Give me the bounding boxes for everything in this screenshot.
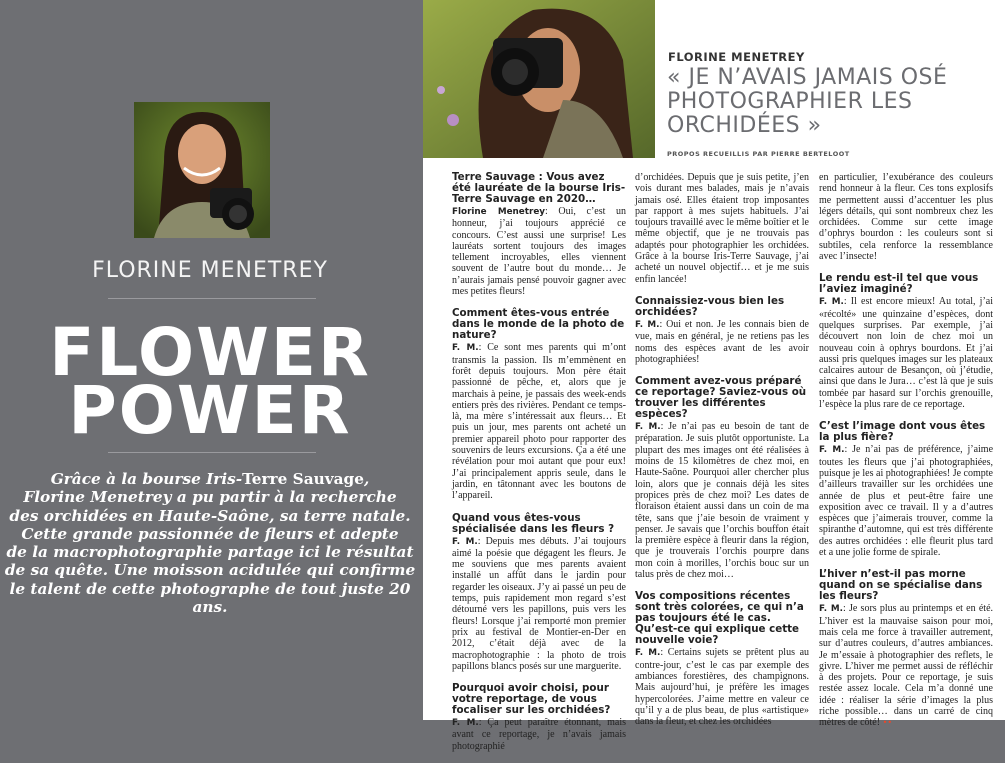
speaker-label: F. M. <box>452 536 478 547</box>
answer-paragraph: F. M.: Je sors plus au printemps et en été. L’hiver est la mauvaise saison pour moi, mais cela me force à travailler autrement, sur d’autres couleurs, d’autres ambiances. Je m’essaie à photographier des reflets, le givre. L’hiver me permet aussi de réfléchir à des projets. Pour ce reportage, je suis restée assez locale. Cela m’a donné une idée : réaliser la série d’images la plus riche possible… dans un carré de cinq mètres de côté! •• <box>819 603 994 729</box>
speaker-label: F. M. <box>819 604 843 615</box>
question-heading: Comment êtes-vous entrée dans le monde de la photo de nature? <box>452 307 625 342</box>
intro-text <box>0 470 420 616</box>
interview-title-quote: « JE N’AVAIS JAMAIS OSÉ PHOTOGRAPHIER LES ORCHIDÉES » <box>667 65 948 138</box>
question-heading: L’hiver n’est-il pas morne quand on se spécialise dans les fleurs? <box>819 568 983 603</box>
column-3 <box>819 172 993 740</box>
portrait-photo <box>134 102 270 238</box>
intro-part-3: , Florine Menetrey a pu partir à la recherche des orchidées en Haute-Saône, sa terre natale. Cette grande passionnée de fleurs et adepte de la macrophotographie partage ici le résultat de sa quête. Une moisson acidulée qui confirme le talent de cette photographe de tout juste 20 ans. <box>4 470 416 617</box>
speaker-label: F. M. <box>452 718 479 729</box>
question-heading: Connaissiez-vous bien les orchidées? <box>635 294 785 318</box>
intro-magazine-name: Terre Sauvage <box>242 470 364 488</box>
answer-paragraph: F. M.: Il est encore mieux! Au total, j’ai «récolté» une quinzaine d’espèces, dont quelques surprises. Par exemple, j’ai découvert non loin de chez moi un nouveau coin à ophrys bourdons. Et j’ai aussi pris quelques images sur les plateaux calcaires autour de Besançon, où j’étudie, ainsi que dans le Jura… c’est là que je suis tombée par hasard sur l’orchis grenouille, l’espèce la plus rare de ce reportage. <box>819 296 994 411</box>
answer-paragraph: F. M.: Je n’ai pas de préférence, j’aime toutes les fleurs que j’ai photographiées, puisque je les ai photographiées! Je compte d’ailleurs travailler sur les orchidées une année de plus et peut-être faire une exposition avec ce travail. Il y a d’autres espèces que j’aimerais trouver, comme la spiranthe d’automne, qui est très différente des autres orchidées : elle fleurit plus tard et a une jolie forme de spirale. <box>819 444 994 559</box>
photographer-name: FLORINE MENETREY <box>92 258 328 283</box>
answer-paragraph: F. M.: Ce sont mes parents qui m’ont transmis la passion. Ils m’emmènent en forêt depuis toujours. Mon père était passionné de pêche, et, alors que je marchais à peine, je passais des week-ends entiers près des rivières. Pendant ce temps-là, ma mère s’intéressait aux fleurs… Et puis un jour, mes parents ont acheté un premier appareil photo pour rapporter des souvenirs de leurs excursions. Ça a été une révélation pour moi autant que pour eux! J’ai principalement appris seule, dans le jardin, en tâtonnant avec les boutons de l’appareil. <box>452 342 626 502</box>
headline-line-1: FLOWER <box>49 314 371 391</box>
speaker-label: F. M. <box>635 422 661 433</box>
column-1 <box>452 172 626 763</box>
speaker-label: F. M. <box>819 297 844 308</box>
page-number: •• <box>880 718 893 728</box>
answer-paragraph: F. M.: Ça peut paraître étonnant, mais avant ce reportage, je n’avais jamais photographié <box>452 717 626 752</box>
question-heading: Vos compositions récentes sont très colorées, ce qui n’a pas toujours été le cas. Qu’est-ce qui explique cette nouvelle voie? <box>635 590 804 647</box>
answer-paragraph: en particulier, l’exubérance des couleurs rend honneur à la fleur. Ces tons explosifs me permettent aussi d’accentuer les plus légers détails, qui sont nombreux chez les orchidées. Comme sur cette image d’ophrys bourdon : les couleurs sont si subtiles, cela renforce la ressemblance avec l’insecte! <box>819 172 993 263</box>
answer-paragraph: Florine Menetrey: Oui, c’est un honneur, j’ai toujours apprécié ce concours. C’est aussi une surprise! Les lauréats sortent toujours des images tellement incroyables, elles viennent souvent de l’autre bout du monde… Je n’aurais jamais pensé pouvoir gagner avec mes petites fleurs! <box>452 206 626 298</box>
divider-bottom <box>108 452 316 453</box>
question-heading: Pourquoi avoir choisi, pour votre reportage, de vous focaliser sur les orchidées? <box>452 682 611 717</box>
answer-paragraph: F. M.: Je n’ai pas eu besoin de tant de préparation. Je suis plutôt opportuniste. La plupart des mes images ont été réalisées à moins de 15 kilomètres de chez moi, en Haute-Saône. Pourquoi aller chercher plus loin, alors que je connais déjà les sites propices près de chez moi? Les dates de floraison étaient aussi dans un coin de ma tête, sans que j’aie besoin de vraiment y penser. Je savais que l’orchis bouffon était la première espèce à fleurir dans la région, que je trouverais l’orchis pourpre dans mon coin à morilles, l’orchis bouc sur un talus près de chez moi… <box>635 421 809 581</box>
column-2 <box>635 172 809 738</box>
portrait-image <box>134 102 270 238</box>
answer-paragraph: F. M.: Oui et non. Je les connais bien de vue, mais en général, je ne retiens pas les noms des espèces avant de les avoir photographiées! <box>635 318 809 365</box>
question-heading: Terre Sauvage : Vous avez été lauréate de la bourse Iris-Terre Sauvage en 2020… <box>452 171 626 205</box>
left-page <box>0 0 420 720</box>
headline-line-2: POWER <box>68 372 352 449</box>
interview-credit: PROPOS RECUEILLIS PAR PIERRE BERTELOOT <box>667 150 850 158</box>
interview-kicker: FLORINE MENETREY <box>668 50 805 64</box>
answer-paragraph: F. M.: Certains sujets se prêtent plus au contre-jour, c’est le cas par exemple des ambiances forestières, des champignons. Mais aujourd’hui, je préfère les images hypercolorées. J’aime mettre en valeur ce qu’il y a de plus beau, de plus «artistique» dans la fleur, et chez les orchidées <box>635 647 810 728</box>
divider-top <box>108 298 316 299</box>
speaker-label: F. M. <box>819 445 845 456</box>
question-heading: Le rendu est-il tel que vous l’aviez imaginé? <box>819 272 979 296</box>
header-photo <box>423 0 655 158</box>
right-page <box>423 0 1005 752</box>
answer-paragraph: d’orchidées. Depuis que je suis petite, j’en vois durant mes balades, mais je n’avais jamais osé. Elles étaient trop imposantes par rapport à mes sujets habituels. J’ai toujours travaillé avec le même boîtier et le même objectif, que je ne trouvais pas adaptés pour photographier les orchidées. Grâce à la bourse Iris-Terre Sauvage, j’ai acheté un nouvel objectif… et je me suis enfin lancée! <box>635 172 809 285</box>
question-heading: C’est l’image dont vous êtes la plus fière? <box>819 420 986 444</box>
speaker-label: F. M. <box>635 648 661 659</box>
question-heading: Comment avez-vous préparé ce reportage? Saviez-vous où trouver les différentes espèces? <box>635 375 807 421</box>
photographer-image <box>423 0 655 158</box>
speaker-label: F. M. <box>452 343 479 354</box>
question-heading: Quand vous êtes-vous spécialisée dans les fleurs ? <box>452 511 615 535</box>
answer-paragraph: F. M.: Depuis mes débuts. J’ai toujours aimé la poésie que dégagent les fleurs. Je me souviens que mes parents avaient installé un affût dans le jardin pour regarder les oiseaux. J’y ai passé un peu de temps, puis rapidement mon regard s’est détourné vers les papillons, puis vers les fleurs! Lorsque j’ai remporté mon premier prix au festival de Montier-en-Der en 2012, c’était déjà avec de la macrophotographie : la photo de trois papillons blancs posés sur une marguerite. <box>452 535 627 672</box>
speaker-label: Florine Menetrey <box>452 207 546 217</box>
speaker-label: F. M. <box>635 319 660 330</box>
intro-part-1: Grâce à la bourse Iris- <box>50 470 243 488</box>
